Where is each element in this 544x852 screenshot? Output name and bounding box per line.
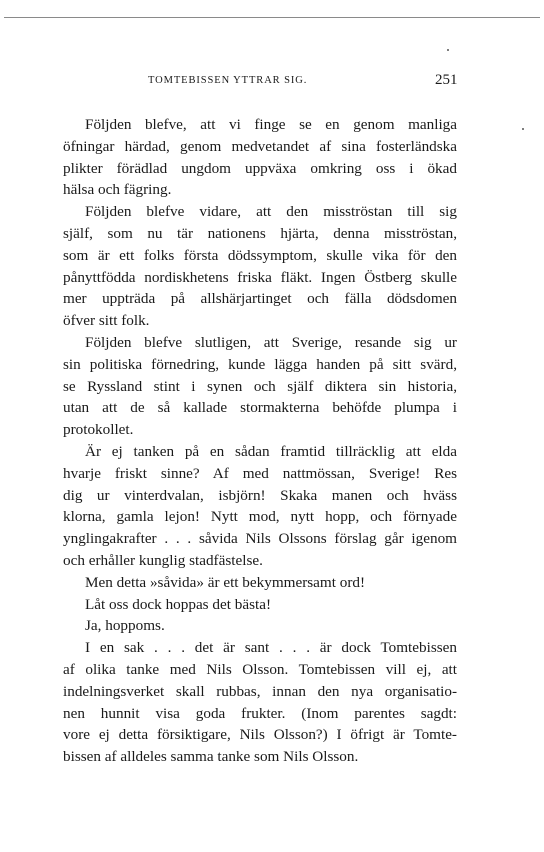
text-line: Följden blefve vidare, att den misströstan till sig bbox=[85, 203, 457, 221]
top-rule bbox=[4, 17, 540, 18]
text-line: dig ur vinterdvalan, isbjörn! Skaka manen och hväss bbox=[63, 486, 457, 504]
text-line: hvarje friskt sinne? Af med nattmössan, Sverige! Res bbox=[63, 464, 457, 482]
text-line: plikter förädlad ungdom uppväxa omkring oss i ökad bbox=[63, 159, 457, 177]
text-line: af olika tanke med Nils Olsson. Tomtebissen vill ej, att bbox=[63, 660, 457, 678]
text-line: öfver sitt folk. bbox=[63, 312, 150, 330]
text-line: I en sak . . . det är sant . . . är dock Tomtebissen bbox=[85, 639, 457, 657]
text-line: och erhåller kunglig stadfästelse. bbox=[63, 551, 263, 569]
text-line: Följden blefve slutligen, att Sverige, resande sig ur bbox=[85, 333, 457, 351]
text-line: Låt oss dock hoppas det bästa! bbox=[85, 595, 272, 613]
text-line: hälsa och fägring. bbox=[63, 181, 172, 199]
text-line: mer uppträda på allshärjartinget och fälla dödsdomen bbox=[63, 290, 457, 308]
text-line: sin politiska förnedring, kunde lägga handen på sitt svärd, bbox=[63, 355, 457, 373]
text-line: öfningar härdad, genom medvetandet af sina fosterländska bbox=[63, 137, 457, 155]
speck-mark bbox=[447, 49, 449, 51]
text-line: Ja, hoppoms. bbox=[85, 617, 165, 635]
text-line: protokollet. bbox=[63, 421, 134, 439]
text-line: Följden blefve, att vi finge se en genom manliga bbox=[85, 116, 457, 133]
text-line: vore ej detta försiktigare, Nils Olsson?) I öfrigt är Tomte- bbox=[63, 726, 457, 744]
text-line: se Ryssland stint i synen och själf diktera sin historia, bbox=[63, 377, 457, 395]
text-line: indelningsverket skall rubbas, innan den nya organisatio- bbox=[63, 682, 457, 700]
text-line: utan att de så kallade stormakterna behöfde plumpa i bbox=[63, 399, 457, 417]
text-line: nen hunnit visa goda frukter. (Inom parentes sagdt: bbox=[63, 704, 457, 722]
text-line: Men detta »såvida» är ett bekymmersamt ord! bbox=[85, 573, 366, 591]
text-line: klorna, gamla lejon! Nytt mod, nytt hopp, och förnyade bbox=[63, 508, 457, 526]
text-line: pånyttfödda nordiskhetens friska fläkt. Ingen Östberg skulle bbox=[63, 268, 457, 286]
body-text bbox=[63, 114, 457, 768]
page-number: 251 bbox=[435, 72, 458, 88]
text-line: bissen af alldeles samma tanke som Nils Olsson. bbox=[63, 748, 359, 766]
text-line: ynglingakrafter . . . såvida Nils Olssons förslag går igenom bbox=[63, 530, 457, 548]
text-line: själf, som nu tär nationens hjärta, denna misströstan, bbox=[63, 224, 457, 242]
text-line: som är ett folks första dödssymptom, skulle vika för den bbox=[63, 246, 457, 264]
running-title: TOMTEBISSEN YTTRAR SIG. bbox=[148, 75, 308, 86]
text-line: Är ej tanken på en sådan framtid tillräcklig att elda bbox=[85, 442, 457, 460]
page-header bbox=[0, 72, 544, 91]
speck-mark bbox=[522, 128, 524, 130]
